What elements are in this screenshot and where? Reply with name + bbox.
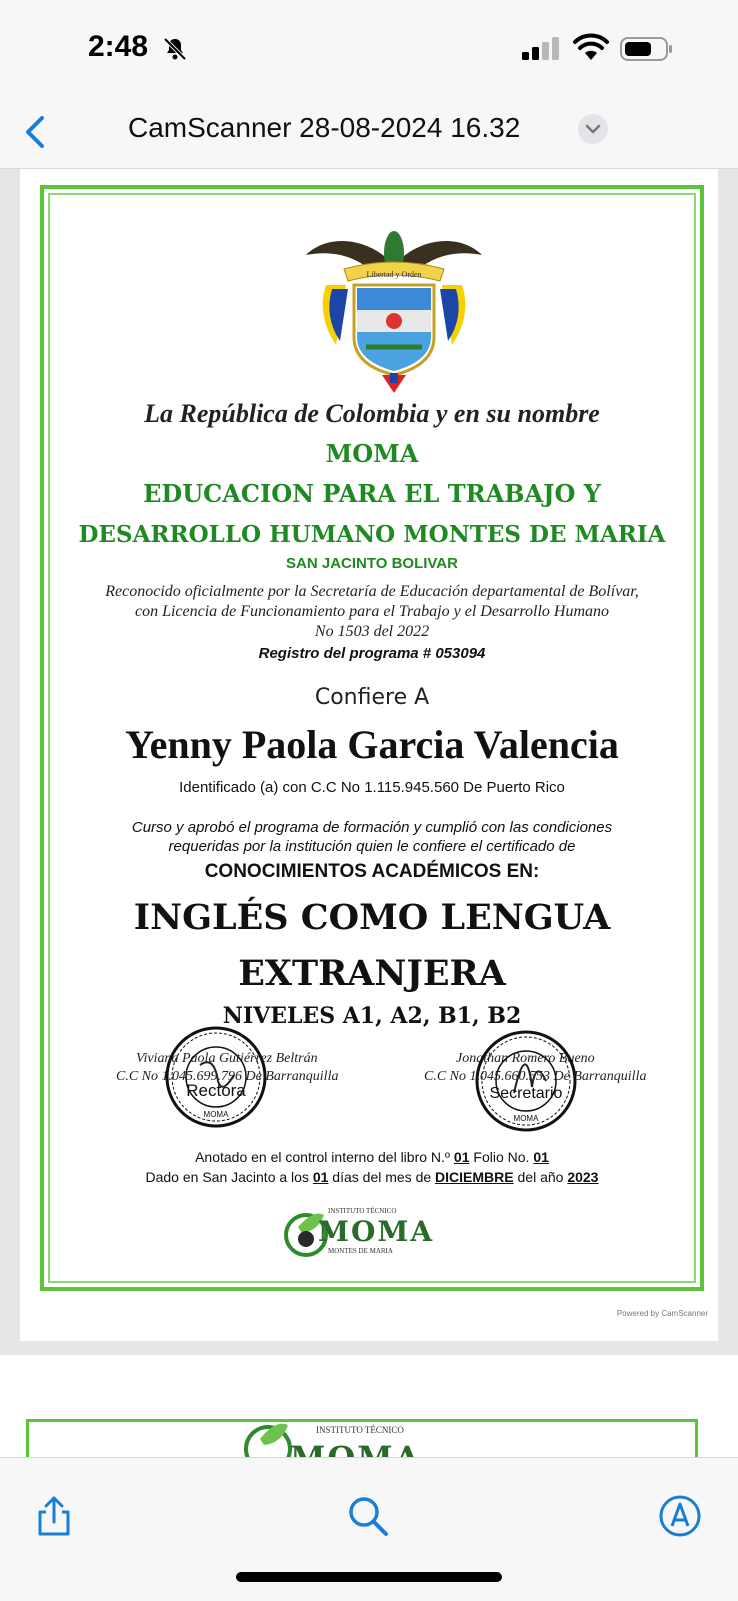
folio-number: 01 — [533, 1149, 549, 1165]
crest-motto: Libertad y Orden — [366, 270, 422, 279]
navigation-bar — [0, 96, 738, 169]
month-label: días del mes de — [328, 1169, 436, 1185]
annotation-prefix: Anotado en el control interno del libro N.º — [195, 1149, 454, 1165]
document-title[interactable]: CamScanner 28-08-2024 16.32 — [128, 112, 521, 143]
moma-logo — [278, 1205, 458, 1261]
year-label: del año — [513, 1169, 568, 1185]
location: SAN JACINTO BOLIVAR — [286, 555, 458, 572]
right-signer-id: C.C No 1.045.660.553 De Barranquilla — [424, 1069, 647, 1084]
cellular-signal-icon — [522, 36, 562, 62]
left-signer-id: C.C No 1.045.699.796 De Barranquilla — [116, 1069, 339, 1084]
wifi-icon — [574, 36, 608, 62]
issue-year: 2023 — [567, 1169, 599, 1185]
share-icon[interactable] — [32, 1494, 76, 1538]
logo-top-text: INSTITUTO TÉCNICO — [328, 1207, 397, 1215]
certificate — [40, 185, 704, 1291]
knowledge-heading: CONOCIMIENTOS ACADÉMICOS EN: — [204, 861, 540, 882]
left-signer-role: Rectora — [186, 1081, 246, 1100]
document-viewer[interactable] — [0, 169, 738, 1457]
org-moma: MOMA — [325, 439, 419, 468]
recognition-line-1: Reconocido oficialmente por la Secretaría de Educación departamental de Bolívar, — [105, 583, 639, 600]
right-seal — [474, 1029, 578, 1133]
levels: NIVELES A1, A2, B1, B2 — [222, 1003, 522, 1029]
left-seal-text: MOMA — [203, 1110, 229, 1119]
recipient-name: Yenny Paola Garcia Valencia — [125, 722, 619, 767]
annotation-line — [44, 1149, 700, 1165]
chevron-down-icon[interactable] — [578, 114, 608, 144]
left-seal — [164, 1025, 268, 1129]
right-signer-role: Secretario — [489, 1085, 563, 1102]
course-line-1: Curso y aprobó el programa de formación y cumplió con las condiciones — [131, 819, 613, 836]
page-2-logo-top: INSTITUTO TÉCNICO — [316, 1425, 404, 1435]
logo-sub-text: MONTES DE MARIA — [328, 1247, 393, 1255]
recipient-id: Identificado (a) con C.C No 1.115.945.560 De Puerto Rico — [179, 779, 565, 796]
secretaria-seal-icon — [474, 1029, 578, 1133]
status-bar — [0, 0, 738, 96]
folio-label: Folio No. — [469, 1149, 534, 1165]
status-time: 2:48 — [88, 30, 149, 63]
given-prefix: Dado en San Jacinto a los — [145, 1169, 313, 1185]
republic-line: La República de Colombia y en su nombre — [144, 399, 600, 428]
book-number: 01 — [453, 1149, 470, 1165]
battery-icon — [620, 36, 674, 62]
document-page-1 — [20, 169, 718, 1341]
org-line-1: EDUCACION PARA EL TRABAJO Y — [143, 479, 601, 508]
program-registry: Registro del programa # 053094 — [258, 645, 486, 662]
issue-day: 01 — [312, 1169, 329, 1185]
markup-pen-icon[interactable] — [658, 1494, 702, 1538]
program-name-line-1: INGLÉS COMO LENGUA — [133, 897, 611, 938]
recognition-line-2: con Licencia de Funcionamiento para el Trabajo y el Desarrollo Humano — [134, 603, 609, 620]
logo-main-text: MOMA — [318, 1215, 435, 1248]
home-indicator[interactable] — [236, 1572, 502, 1582]
confers-label: Confiere A — [314, 685, 430, 710]
course-line-2: requeridas por la institución quien le confiere el certificado de — [168, 838, 576, 855]
recognition-line-3: No 1503 del 2022 — [314, 623, 430, 640]
issue-month: DICIEMBRE — [435, 1169, 514, 1185]
right-signer-name: Jonathan Romero Bueno — [456, 1051, 595, 1066]
right-seal-text: MOMA — [513, 1114, 539, 1123]
program-name-line-2: EXTRANJERA — [238, 953, 506, 994]
camscanner-watermark: Powered by CamScanner — [616, 1309, 708, 1318]
org-line-2: DESARROLLO HUMANO MONTES DE MARIA — [78, 521, 666, 548]
left-signer-name: Viviana Paola Gutiérrez Beltrán — [136, 1051, 318, 1066]
back-chevron-icon[interactable] — [20, 112, 50, 152]
search-icon[interactable] — [346, 1494, 390, 1538]
colombia-coat-of-arms-icon — [306, 225, 482, 395]
issue-date-line — [44, 1169, 700, 1185]
rectoria-seal-icon — [164, 1025, 268, 1129]
bell-muted-icon — [162, 36, 188, 62]
